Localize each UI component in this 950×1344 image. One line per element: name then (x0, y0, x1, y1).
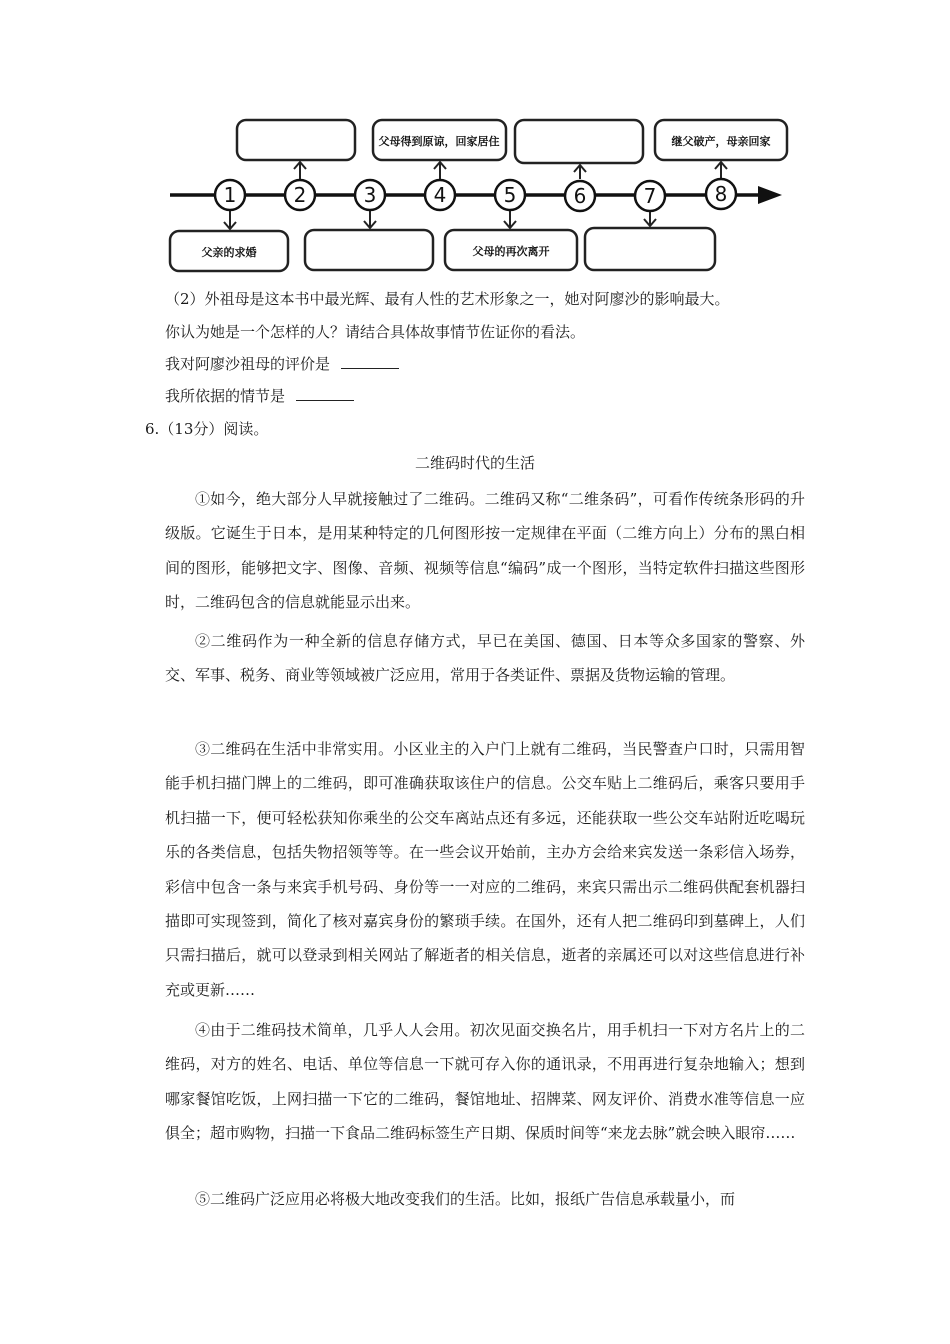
plot-prompt: 我所依据的情节是 (165, 387, 286, 405)
evaluation-prompt: 我对阿廖沙祖母的评价是 (165, 355, 331, 373)
svg-text:7: 7 (643, 184, 657, 208)
article-paragraph-5: ⑤二维码广泛应用必将极大地改变我们的生活。比如，报纸广告信息承载量小，而 (195, 1190, 736, 1208)
question-2-line-2: 你认为她是一个怎样的人？请结合具体故事情节佐证你的看法。 (165, 323, 586, 341)
timeline-node-6 (565, 181, 595, 211)
svg-text:6: 6 (573, 184, 587, 208)
timeline-arrowhead (758, 186, 782, 204)
svg-text:5: 5 (503, 183, 517, 207)
top-box-2-label: 父母得到原谅，回家居住 (378, 135, 500, 148)
bottom-box-2 (305, 230, 433, 270)
question-2-line-1: （2）外祖母是这本书中最光辉、最有人性的艺术形象之一，她对阿廖沙的影响最大。 (165, 290, 730, 308)
svg-text:2: 2 (293, 183, 307, 207)
svg-text:3: 3 (363, 183, 377, 207)
top-box-3 (515, 120, 643, 163)
bottom-box-1-label: 父亲的求婚 (201, 246, 257, 259)
bottom-box-3 (445, 230, 577, 270)
svg-text:8: 8 (714, 182, 728, 206)
timeline-node-2 (285, 180, 315, 210)
evaluation-answer-blank[interactable] (341, 354, 399, 369)
article-paragraph-3: ③二维码在生活中非常实用。小区业主的入户门上就有二维码，当民警查户口时，只需用智能手机扫描门牌上的二维码，即可准确获取该住户的信息。公交车贴上二维码后，乘客只要用手机扫描一下，便可轻松获知你乘坐的公交车离站点还有多远，还能获取一些公交车站附近吃喝玩乐的各类信息，包括失物招领等等。在一些会议开始前，主办方会给来宾发送一条彩信入场券，彩信中包含一条与来宾手机号码、身份等一一对应的二维码，来宾只需出示二维码供配套机器扫描即可实现签到，简化了核对嘉宾身份的繁琐手续。在国外，还有人把二维码印到墓碑上，人们只需扫描后，就可以登录到相关网站了解逝者的相关信息，逝者的亲属还可以对这些信息进行补充或更新…… (165, 740, 805, 999)
bottom-box-4 (585, 228, 715, 270)
top-box-4-label: 继父破产，母亲回家 (671, 135, 771, 148)
bottom-box-3-label: 父母的再次离开 (472, 245, 550, 258)
story-timeline-diagram (160, 110, 800, 280)
plot-answer-blank[interactable] (296, 386, 354, 401)
svg-text:1: 1 (223, 183, 237, 207)
article-paragraph-2: ②二维码作为一种全新的信息存储方式，早已在美国、德国、日本等众多国家的警察、外交、军事、税务、商业等领域被广泛应用，常用于各类证件、票据及货物运输的管理。 (165, 632, 805, 685)
question-2-evaluation-row (165, 354, 399, 374)
timeline-node-3 (355, 180, 385, 210)
timeline-node-1 (215, 180, 245, 210)
question-2-plot-row (165, 386, 354, 406)
timeline-node-7 (635, 181, 665, 211)
article-title: 二维码时代的生活 (414, 454, 535, 472)
timeline-node-8 (706, 179, 736, 209)
top-box-2 (373, 120, 506, 160)
timeline-node-5 (495, 180, 525, 210)
svg-text:4: 4 (433, 183, 447, 207)
timeline-node-4 (425, 180, 455, 210)
article-paragraph-1: ①如今，绝大部分人早就接触过了二维码。二维码又称“二维条码”，可看作传统条形码的升级版。它诞生于日本，是用某种特定的几何图形按一定规律在平面（二维方向上）分布的黑白相间的图形，能够把文字、图像、音频、视频等信息“编码”成一个图形，当特定软件扫描这些图形时，二维码包含的信息就能显示出来。 (165, 490, 805, 612)
bottom-box-1 (170, 231, 288, 271)
question-6-header: 6.（13分）阅读。 (145, 420, 269, 438)
article-paragraph-4: ④由于二维码技术简单，几乎人人会用。初次见面交换名片，用手机扫一下对方名片上的二维码，对方的姓名、电话、单位等信息一下就可存入你的通讯录，不用再进行复杂地输入；想到哪家餐馆吃饭，上网扫描一下它的二维码，餐馆地址、招牌菜、网友评价、消费水准等信息一应俱全；超市购物，扫描一下食品二维码标签生产日期、保质时间等“来龙去脉”就会映入眼帘…… (165, 1021, 805, 1143)
top-box-4 (655, 120, 787, 160)
top-box-1 (237, 120, 355, 160)
